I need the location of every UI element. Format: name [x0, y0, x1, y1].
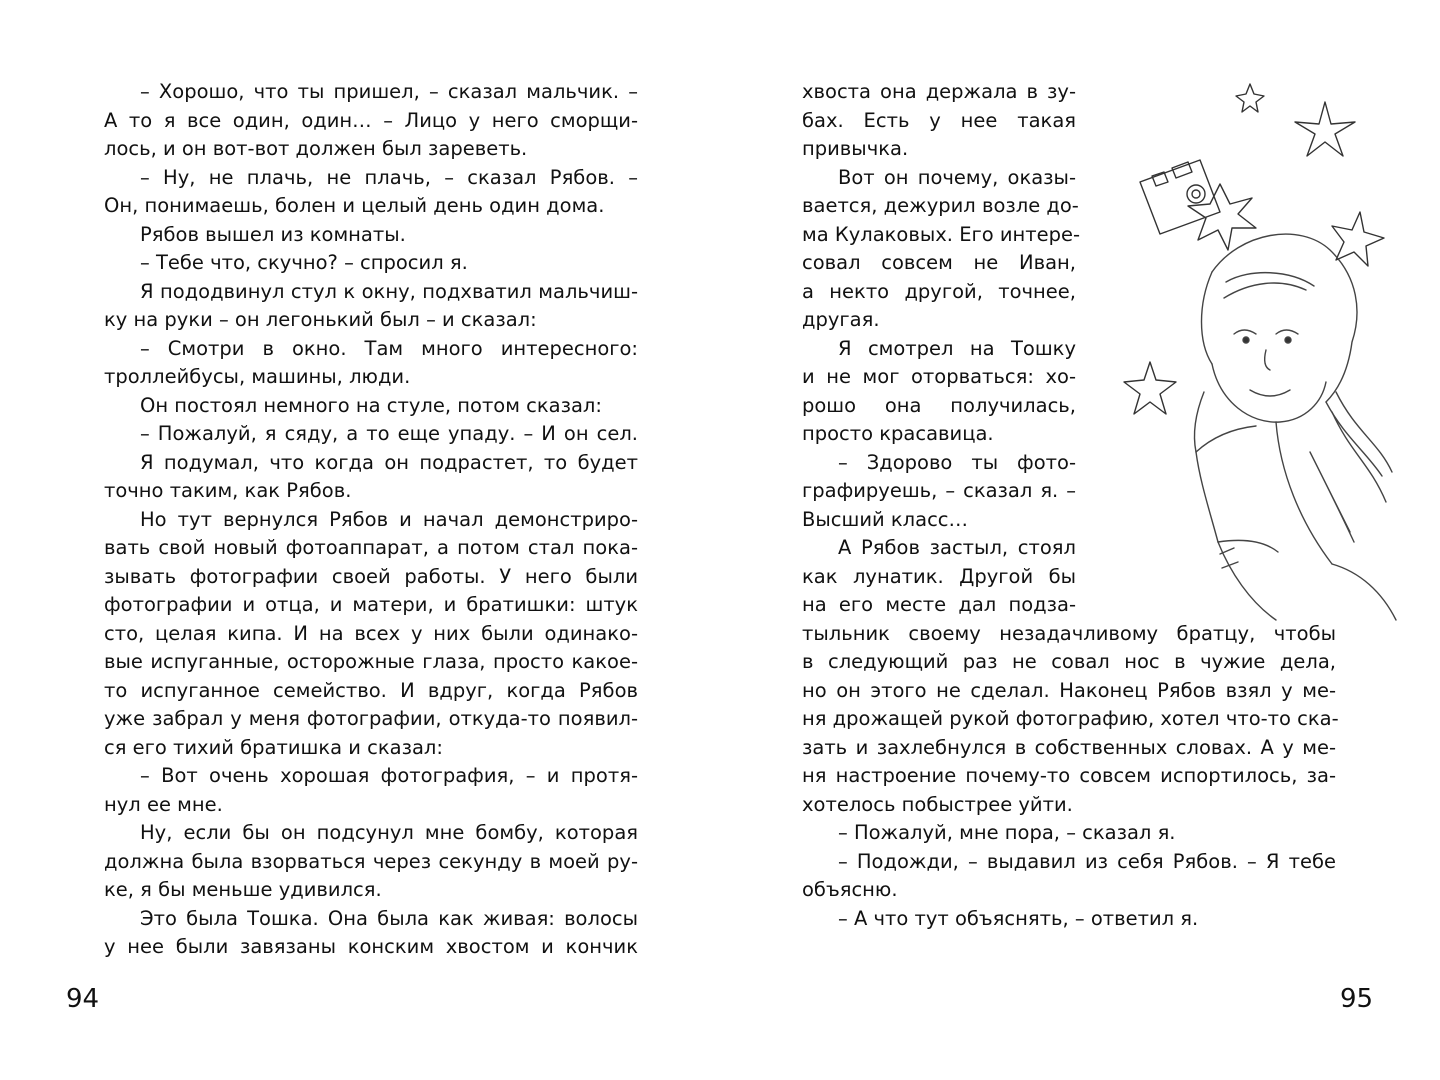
text-line: на его месте дал подза-	[802, 593, 1076, 616]
text-line: лось, и он вот-вот должен был зареветь.	[104, 137, 528, 160]
text-line: просто красавица.	[802, 422, 994, 445]
text-line: как лунатик. Другой бы	[802, 565, 1076, 588]
text-line: – Смотри в окно. Там много интересного:	[140, 337, 638, 360]
text-line: и не мог оторваться: хо-	[802, 365, 1076, 388]
text-line: Рябов вышел из комнаты.	[140, 223, 406, 246]
text-line: а некто другой, точнее,	[802, 280, 1076, 303]
text-line: ня настроение почему-то совсем испортилось, за-	[802, 764, 1336, 787]
text-line: сто, целая кипа. И на всех у них были одинако-	[104, 622, 638, 645]
text-line: хотелось побыстрее уйти.	[802, 793, 1073, 816]
page-number-left: 94	[66, 984, 100, 1014]
camera-icon	[1140, 160, 1220, 234]
text-line: – Здорово ты фото-	[838, 451, 1076, 474]
girl-with-camera-illustration	[1100, 72, 1400, 632]
text-line: – Хорошо, что ты пришел, – сказал мальчик. –	[140, 80, 638, 103]
text-line: зывать фотографии своей работы. У него были	[104, 565, 638, 588]
star-icon	[1236, 84, 1264, 112]
text-line: – Подожди, – выдавил из себя Рябов. – Я тебе	[838, 850, 1336, 873]
text-line: – Ну, не плачь, не плачь, – сказал Рябов. –	[140, 166, 638, 189]
text-line: – Пожалуй, мне пора, – сказал я.	[838, 821, 1176, 844]
text-line: то испуганное семейство. И вдруг, когда Рябов	[104, 679, 638, 702]
text-line: вается, дежурил возле до-	[802, 194, 1079, 217]
text-line: нул ее мне.	[104, 793, 223, 816]
text-line: А Рябов застыл, стоял	[838, 536, 1076, 559]
text-line: зать и захлебнулся в собственных словах. А у ме-	[802, 736, 1336, 759]
star-icon	[1332, 212, 1384, 266]
text-line: ма Кулаковых. Его интере-	[802, 223, 1081, 246]
text-line: – Тебе что, скучно? – спросил я.	[140, 251, 468, 274]
text-line: Высший класс…	[802, 508, 969, 531]
text-line: но он этого не сделал. Наконец Рябов взял у ме-	[802, 679, 1336, 702]
text-line: ся его тихий братишка и сказал:	[104, 736, 443, 759]
text-line: Вот он почему, оказы-	[838, 166, 1076, 189]
text-line: Это была Тошка. Она была как живая: волосы	[140, 907, 638, 930]
text-line: бах. Есть у нее такая	[802, 109, 1076, 132]
text-line: рошо она получилась,	[802, 394, 1076, 417]
text-line: Я смотрел на Тошку	[838, 337, 1076, 360]
text-line: точно таким, как Рябов.	[104, 479, 352, 502]
text-line: троллейбусы, машины, люди.	[104, 365, 411, 388]
text-line: Ну, если бы он подсунул мне бомбу, которая	[140, 821, 638, 844]
star-icon	[1124, 362, 1176, 414]
star-icon	[1295, 102, 1355, 156]
text-line: совал совсем не Иван,	[802, 251, 1076, 274]
text-line: привычка.	[802, 137, 909, 160]
text-line: Он, понимаешь, болен и целый день один дома.	[104, 194, 605, 217]
girl-portrait-icon	[1194, 234, 1396, 620]
text-line: А то я все один, один… – Лицо у него сморщи-	[104, 109, 638, 132]
text-line: ку на руки – он легонький был – и сказал:	[104, 308, 537, 331]
star-icon	[1188, 184, 1256, 250]
text-line: хвоста она держала в зу-	[802, 80, 1076, 103]
text-line: уже забрал у меня фотографии, откуда-то появил-	[104, 707, 638, 730]
text-line: Я пододвинул стул к окну, подхватил мальчиш-	[140, 280, 638, 303]
page-number-right: 95	[1340, 984, 1374, 1014]
text-line: – Пожалуй, я сяду, а то еще упаду. – И он сел.	[140, 422, 638, 445]
text-line: фотографии и отца, и матери, и братишки: штук	[104, 593, 638, 616]
text-line: другая.	[802, 308, 880, 331]
text-line: ке, я бы меньше удивился.	[104, 878, 382, 901]
text-line: Но тут вернулся Рябов и начал демонстриро-	[140, 508, 638, 531]
text-line: Я подумал, что когда он подрастет, то будет	[140, 451, 638, 474]
text-line: у нее были завязаны конским хвостом и кончик	[104, 935, 638, 958]
text-line: ня дрожащей рукой фотографию, хотел что-то ска-	[802, 707, 1339, 730]
text-line: в следующий раз не совал нос в чужие дела,	[802, 650, 1336, 673]
text-line: вые испуганные, осторожные глаза, просто какое-	[104, 650, 638, 673]
text-line: – Вот очень хорошая фотография, – и протя-	[140, 764, 638, 787]
text-line: объясню.	[802, 878, 898, 901]
text-line: графируешь, – сказал я. –	[802, 479, 1076, 502]
text-line: вать свой новый фотоаппарат, а потом стал пока-	[104, 536, 638, 559]
text-line: должна была взорваться через секунду в моей ру-	[104, 850, 638, 873]
text-line: тыльник своему незадачливому братцу, чтобы	[802, 622, 1336, 645]
text-line: Он постоял немного на стуле, потом сказал:	[140, 394, 602, 417]
text-line: – А что тут объяснять, – ответил я.	[838, 907, 1199, 930]
